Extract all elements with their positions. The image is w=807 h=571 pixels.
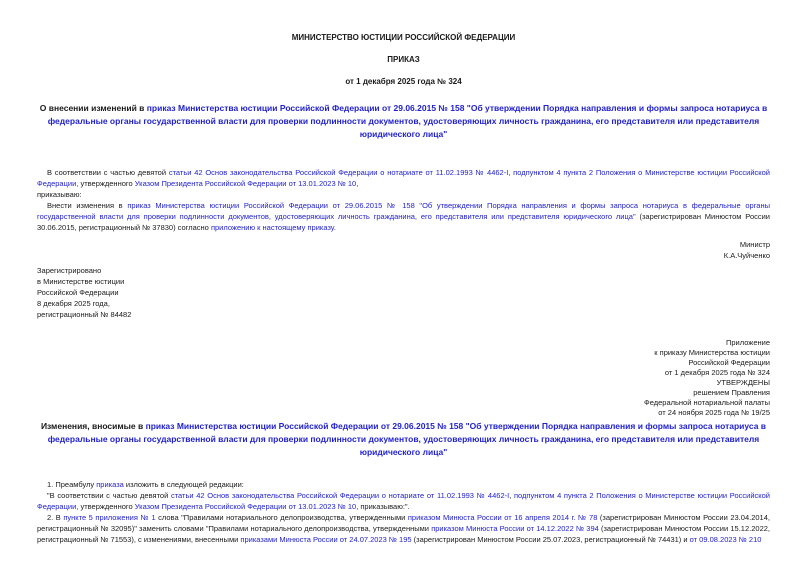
text-segment: изложить в следующей редакции: <box>123 480 244 489</box>
appendix-line: Приложение <box>726 338 770 347</box>
changes-heading <box>37 420 770 459</box>
registration-block <box>37 265 770 320</box>
text-segment: 2. В <box>47 513 64 522</box>
registration-line: регистрационный № 84482 <box>37 310 132 319</box>
appendix-line: Российской Федерации <box>688 358 770 367</box>
registration-line: Зарегистрировано <box>37 266 102 275</box>
registration-line: 8 декабря 2025 года, <box>37 299 110 308</box>
text-segment: (зарегистрирован Минюстом России 30.06.2015, регистрационный № 37830) согласно <box>37 212 770 232</box>
link-order-158[interactable]: приказ Министерства юстиции Российской Федерации от 29.06.2015 № 158 "Об утверждении Порядка направления и формы запроса нотариуса в федеральные органы государственной власти для проверки подлинности документов, удостоверяющих личность гражданина, его представителя или представителя юридического лица" <box>37 201 770 221</box>
link-order-78[interactable]: приказом Минюста России от 16 апреля 2014 г. № 78 <box>407 513 598 522</box>
appendix-header-block <box>37 338 770 418</box>
link-regulation-ministry-justice[interactable]: подпунктом 4 пункта 2 Положения о Министерстве юстиции Российской Федерации, <box>37 168 770 188</box>
registration-line: Российской Федерации <box>37 288 119 297</box>
link-point-5-annex-1[interactable]: пункте 5 приложения № 1 <box>63 513 156 522</box>
text-segment: "В соответствии с частью девятой <box>47 491 171 500</box>
appendix-line: Федеральной нотариальной палаты <box>644 398 770 407</box>
link-prikaz[interactable]: приказа <box>96 480 124 489</box>
text-segment: (зарегистрирован Минюстом России 25.07.2023, регистрационный № 74431) и <box>411 535 690 544</box>
document-date-number: от 1 декабря 2025 года № 324 <box>345 77 462 86</box>
text-segment: , <box>509 491 514 500</box>
item-1-quote <box>37 490 770 512</box>
text-segment: В соответствии с частью девятой <box>47 168 169 177</box>
amendments-paragraph <box>37 200 770 233</box>
link-order-394[interactable]: приказом Минюста России от 14.12.2022 № 394 <box>431 524 599 533</box>
link-annex-to-order[interactable]: приложению к настоящему приказу <box>210 223 334 232</box>
preamble-paragraph <box>37 167 770 189</box>
text-segment: (зарегистрирован Минюстом России 15.12.2022, регистрационный № 71553), с изменениями, внесенными <box>37 524 770 544</box>
signature-block <box>37 239 770 261</box>
text-segment: 1. Преамбулу <box>47 480 97 489</box>
link-president-decree-10[interactable]: Указом Президента Российской Федерации от 13.01.2023 № 10 <box>134 179 357 188</box>
ministry-name: МИНИСТЕРСТВО ЮСТИЦИИ РОССИЙСКОЙ ФЕДЕРАЦИИ <box>291 33 516 42</box>
appendix-line: от 1 декабря 2025 года № 324 <box>664 368 770 377</box>
text-segment: , приказываю:". <box>356 502 410 511</box>
title-order-link[interactable]: приказ Министерства юстиции Российской Федерации от 29.06.2015 № 158 "Об утверждении Порядка направления и формы запроса нотариуса в федеральные органы государственной власти для проверки подлинности документов, удостоверяющих личность гражданина, его представителя или представителя юридического лица" <box>47 103 768 139</box>
link-regulation-ministry-justice-quote[interactable]: подпунктом 4 пункта 2 Положения о Министерстве юстиции Российской Федерации, <box>37 491 770 511</box>
document-type: ПРИКАЗ <box>387 55 420 64</box>
signer-position: Министр <box>739 240 770 249</box>
text-segment: , <box>508 168 514 177</box>
registration-line: в Министерстве юстиции <box>37 277 125 286</box>
text-segment: утвержденного <box>78 502 135 511</box>
link-order-195[interactable]: приказами Минюста России от 24.07.2023 № 195 <box>240 535 412 544</box>
appendix-line: от 24 ноября 2025 года № 19/25 <box>658 408 770 417</box>
appendix-line: УТВЕРЖДЕНЫ <box>716 378 770 387</box>
appendix-line: решением Правления <box>693 388 770 397</box>
text-segment: . <box>333 223 336 232</box>
link-president-decree-10-quote[interactable]: Указом Президента Российской Федерации от 13.01.2023 № 10 <box>134 502 357 511</box>
prikaz-word: приказываю: <box>37 190 82 199</box>
appendix-line: к приказу Министерства юстиции <box>654 348 770 357</box>
changes-items <box>37 479 770 545</box>
document-title <box>37 102 770 141</box>
link-article-42-notariate[interactable]: статьи 42 Основ законодательства Российской Федерации о нотариате от 11.02.1993 № 4462-I <box>168 168 509 177</box>
changes-heading-prefix: Изменения, вносимые в <box>40 421 146 431</box>
link-order-210[interactable]: от 09.08.2023 № 210 <box>689 535 762 544</box>
changes-heading-order-link[interactable]: приказ Министерства юстиции Российской Федерации от 29.06.2015 № 158 "Об утверждении Порядка направления и формы запроса нотариуса в федеральные органы государственной власти для проверки подлинности документов, удостоверяющих личность гражданина, его представителя или представителя юридического лица" <box>47 421 767 457</box>
text-segment: Внести изменения в <box>47 201 128 210</box>
text-segment: (зарегистрирован Минюстом России 23.04.2014, регистрационный № 32095)" заменить словами "Правилами нотариального делопроизводства, утвержденными <box>37 513 770 533</box>
link-article-42-notariate-quote[interactable]: статьи 42 Основ законодательства Российской Федерации о нотариате от 11.02.1993 № 4462-I <box>170 491 510 500</box>
item-2 <box>37 512 770 545</box>
text-segment: утвержденного <box>78 179 135 188</box>
order-body <box>37 167 770 233</box>
signer-name: К.А.Чуйченко <box>723 251 770 260</box>
text-segment: слова "Правилами нотариального делопроизводства, утвержденными <box>155 513 408 522</box>
item-1 <box>37 479 770 490</box>
title-prefix: О внесении изменений в <box>39 103 147 113</box>
text-segment: , <box>356 179 359 188</box>
